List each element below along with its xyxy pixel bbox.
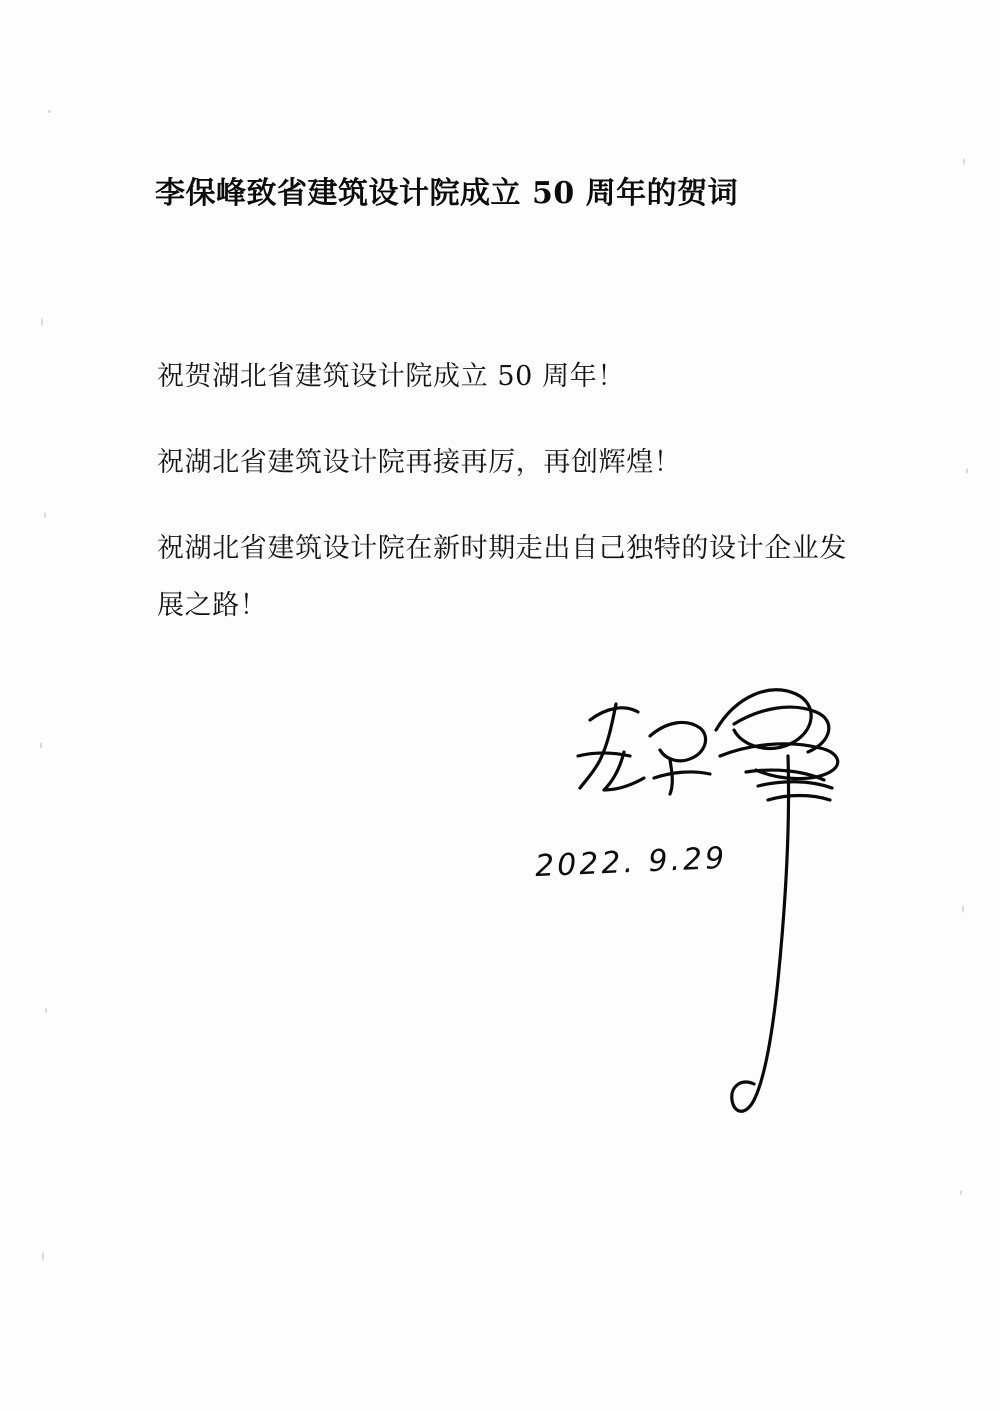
paragraph: 祝湖北省建筑设计院再接再厉，再创辉煌！ — [157, 447, 682, 478]
scan-speckle — [960, 1190, 962, 1195]
scan-speckle — [48, 110, 51, 113]
scan-speckle — [966, 468, 968, 474]
scan-speckle — [962, 905, 964, 913]
scan-speckle — [44, 512, 46, 518]
scan-speckle — [42, 1252, 44, 1261]
page-title: 李保峰致省建筑设计院成立 50 周年的贺词 — [155, 176, 739, 211]
signature-date: 2022. 9.29 — [534, 840, 728, 885]
paragraph: 祝贺湖北省建筑设计院成立 50 周年！ — [157, 361, 625, 392]
scan-speckle — [40, 742, 42, 749]
signature-block — [520, 660, 960, 1140]
handwritten-signature-icon — [520, 660, 960, 1140]
paragraph: 祝湖北省建筑设计院在新时期走出自己独特的设计企业发展之路！ — [157, 533, 847, 621]
scan-speckle — [41, 318, 43, 326]
document-body — [157, 348, 857, 634]
scan-speckle — [45, 1008, 47, 1013]
scan-speckle — [963, 158, 965, 165]
